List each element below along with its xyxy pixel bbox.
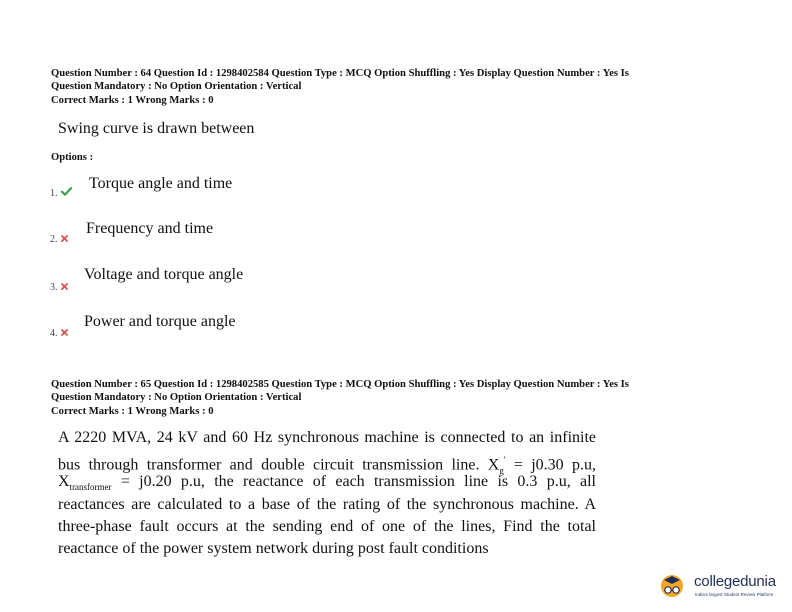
option-1-text: Torque angle and time — [89, 175, 233, 192]
q65-line-4: reactances are calculated to a base of the rating of the synchronous machine. A — [58, 495, 596, 513]
option-3-text: Voltage and torque angle — [84, 266, 244, 283]
q65-header-line2: Question Mandatory : No Option Orientation : Vertical — [51, 392, 302, 404]
q65-line-3: $X_{transformer} = j0.20$ p.u, the reactance of each transmission line is 0.3 p.u, all — [58, 473, 596, 493]
option-4-text: Power and torque angle — [84, 313, 236, 330]
check-icon — [61, 187, 72, 199]
q64-header-line1: Question Number : 64 Question Id : 1298402584 Question Type : MCQ Option Shuffling : Yes Display Question Number : Yes Is — [51, 68, 629, 79]
q65-question-text — [58, 427, 596, 560]
q65-line-6: reactance of the power system network during post fault conditions — [58, 539, 489, 557]
options-label: Options : — [51, 152, 94, 163]
q65-header-line3: Correct Marks : 1 Wrong Marks : 0 — [51, 405, 214, 417]
option-2-number: 2. — [50, 234, 68, 245]
q65-line-2: bus through transformer and double circuit transmission line. $X_g' = j0.30$ p.u, — [58, 455, 596, 476]
q64-header-line3: Correct Marks : 1 Wrong Marks : 0 — [51, 94, 214, 106]
cross-icon — [61, 328, 68, 339]
cross-icon — [61, 282, 68, 293]
q65-header-line1: Question Number : 65 Question Id : 1298402585 Question Type : MCQ Option Shuffling : Yes Display Question Number : Yes Is — [51, 379, 629, 390]
cross-icon — [61, 234, 68, 245]
q65-line-1: A 2220 MVA, 24 kV and 60 Hz synchronous machine is connected to an infinite — [58, 429, 596, 446]
option-4-number: 4. — [50, 328, 68, 339]
q64-question-text: Swing curve is drawn between — [58, 120, 255, 137]
logo-tagline: India's largest Student Review Platform — [695, 592, 774, 597]
q64-header-line2: Question Mandatory : No Option Orientation : Vertical — [51, 81, 302, 93]
logo-name: collegedunia — [694, 573, 776, 590]
option-1-number: 1. — [50, 187, 72, 199]
q65-line-5: three-phase fault occurs at the sending end of one of the lines, Find the total — [58, 517, 596, 535]
question-65-header — [51, 378, 731, 418]
option-2-text: Frequency and time — [86, 220, 214, 237]
option-3-number: 3. — [50, 282, 68, 293]
question-64-header — [51, 67, 731, 107]
